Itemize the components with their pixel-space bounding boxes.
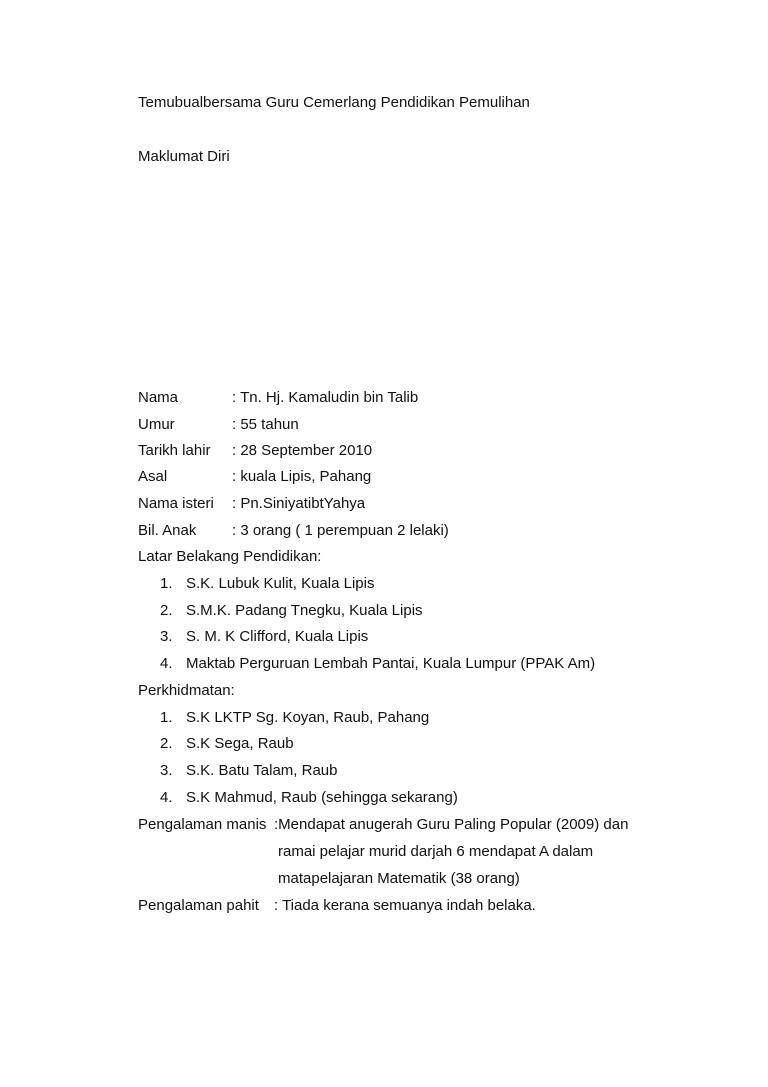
- list-number: 2.: [160, 735, 173, 752]
- info-label: Umur: [138, 416, 175, 433]
- info-label: Bil. Anak: [138, 522, 197, 539]
- experience-bitter-label: Pengalaman pahit: [138, 897, 259, 914]
- info-value: : Pn.SiniyatibtYahya: [232, 495, 366, 512]
- info-value: : Tn. Hj. Kamaludin bin Talib: [232, 389, 419, 406]
- info-value: : 55 tahun: [232, 416, 299, 433]
- education-heading: Latar Belakang Pendidikan:: [138, 548, 322, 565]
- list-text: S.K. Batu Talam, Raub: [186, 762, 338, 779]
- list-number: 1.: [160, 575, 173, 592]
- list-text: S.M.K. Padang Tnegku, Kuala Lipis: [186, 602, 423, 619]
- document-title: Temubualbersama Guru Cemerlang Pendidikan Pemulihan: [138, 94, 530, 111]
- list-number: 4.: [160, 655, 173, 672]
- experience-sweet-line: ramai pelajar murid darjah 6 mendapat A dalam: [278, 843, 594, 860]
- list-text: Maktab Perguruan Lembah Pantai, Kuala Lumpur (PPAK Am): [186, 655, 596, 672]
- experience-sweet-line: matapelajaran Matematik (38 orang): [278, 870, 520, 887]
- section-heading: Maklumat Diri: [138, 148, 230, 165]
- list-number: 2.: [160, 602, 173, 619]
- list-number: 4.: [160, 789, 173, 806]
- info-value: : kuala Lipis, Pahang: [232, 468, 372, 485]
- info-value: : 3 orang ( 1 perempuan 2 lelaki): [232, 522, 449, 539]
- list-number: 1.: [160, 709, 173, 726]
- info-label: Nama isteri: [138, 495, 214, 512]
- info-label: Nama: [138, 389, 179, 406]
- list-text: S.K LKTP Sg. Koyan, Raub, Pahang: [186, 709, 430, 726]
- experience-sweet-label: Pengalaman manis: [138, 816, 267, 833]
- info-value: : 28 September 2010: [232, 442, 373, 459]
- list-text: S. M. K Clifford, Kuala Lipis: [186, 628, 369, 645]
- experience-sweet-line: :Mendapat anugerah Guru Paling Popular (2009) dan: [274, 816, 629, 833]
- list-text: S.K Sega, Raub: [186, 735, 294, 752]
- list-number: 3.: [160, 628, 173, 645]
- info-label: Tarikh lahir: [138, 442, 211, 459]
- list-number: 3.: [160, 762, 173, 779]
- info-label: Asal: [138, 468, 168, 485]
- list-text: S.K. Lubuk Kulit, Kuala Lipis: [186, 575, 375, 592]
- service-heading: Perkhidmatan:: [138, 682, 235, 699]
- experience-bitter-value: : Tiada kerana semuanya indah belaka.: [274, 897, 536, 914]
- list-text: S.K Mahmud, Raub (sehingga sekarang): [186, 789, 458, 806]
